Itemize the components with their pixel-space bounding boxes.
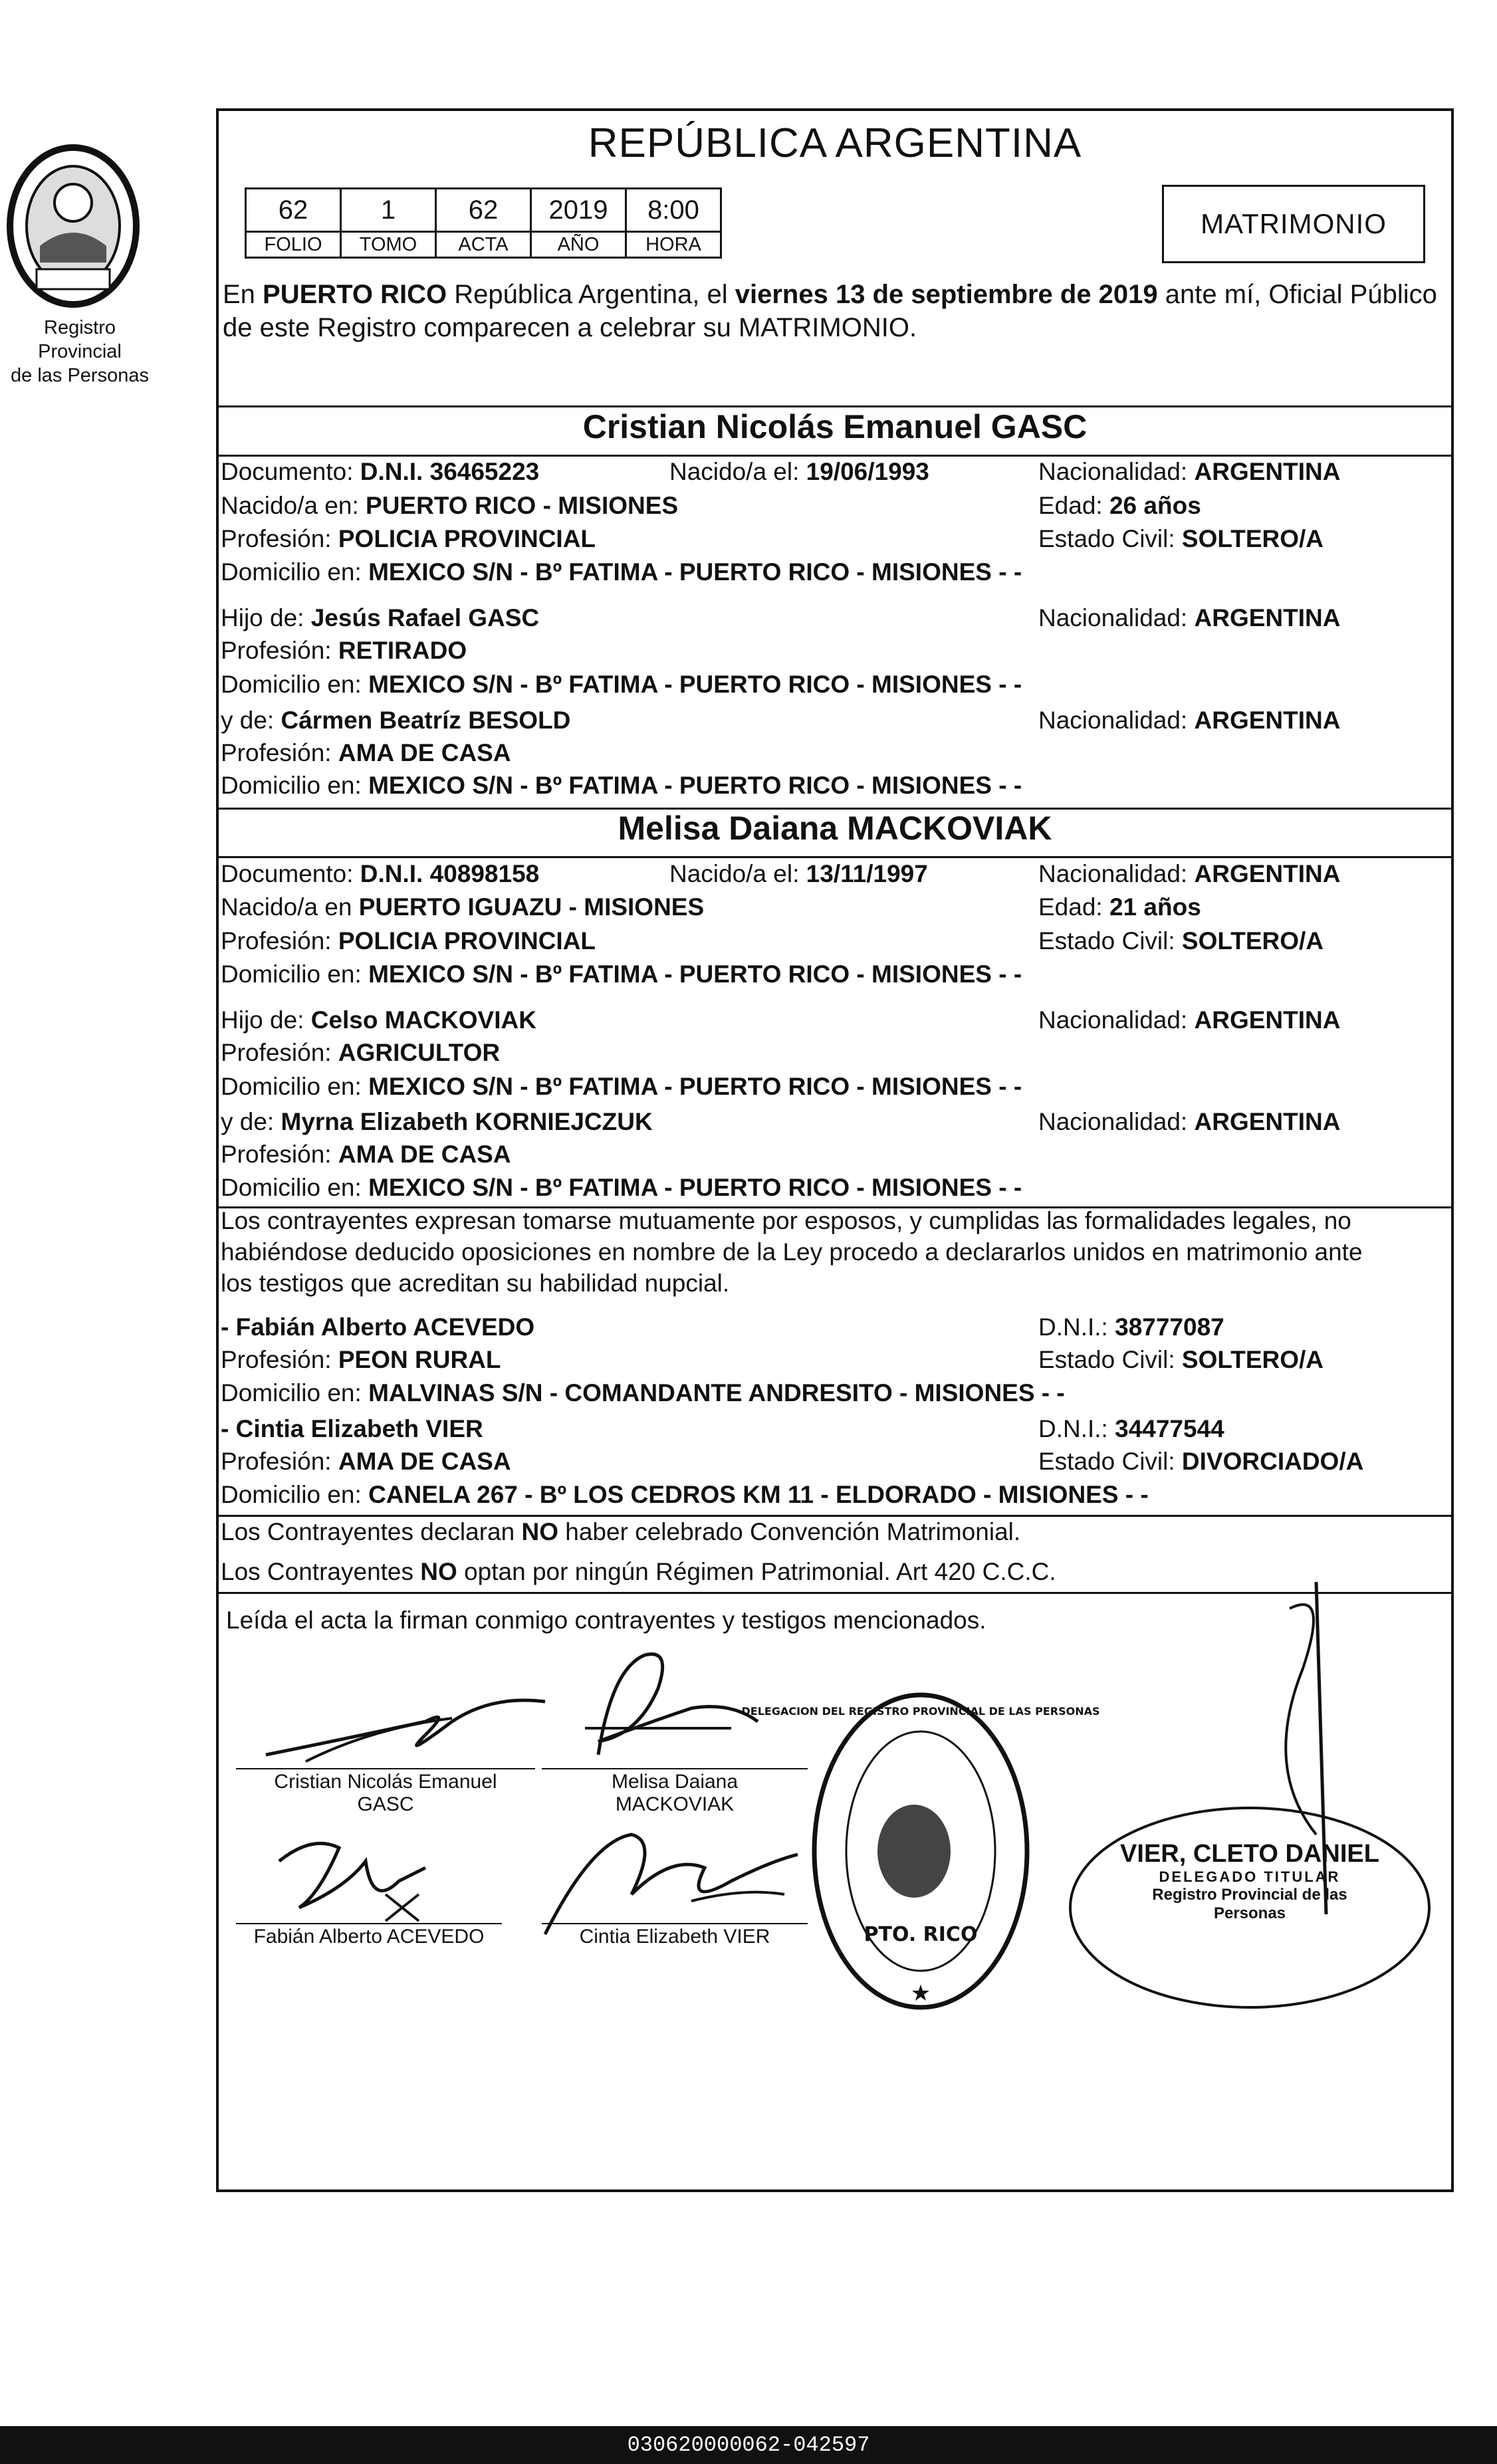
groom-father-row: Hijo de: Jesús Rafael GASC Nacionalidad: ARGENTINA — [221, 604, 1341, 631]
tomo-value: 1 — [341, 189, 436, 232]
official-stamp — [1117, 1840, 1383, 1923]
convention-row-2: Los Contrayentes NO optan por ningún Régimen Patrimonial. Art 420 C.C.C. — [221, 1558, 1056, 1585]
groom-mother-prof-row: Profesión: AMA DE CASA — [221, 739, 511, 766]
hora-value: 8:00 — [626, 189, 721, 232]
bride-birthplace-row: Nacido/a en PUERTO IGUAZU - MISIONES Edad: 21 años — [221, 893, 1201, 921]
tomo-label: TOMO — [341, 232, 436, 258]
witness1-name-row: - Fabián Alberto ACEVEDO D.N.I.: 38777087 — [221, 1313, 1224, 1341]
acta-label: ACTA — [436, 232, 531, 258]
witness1-signature-label: Fabián Alberto ACEVEDO — [253, 1926, 485, 1948]
barcode-footer: 030620000062-042597 — [0, 2426, 1497, 2464]
bride-prof-row: Profesión: POLICIA PROVINCIAL Estado Civil: SOLTERO/A — [221, 927, 1324, 954]
acta-value: 62 — [436, 189, 531, 232]
signature-line — [542, 1768, 808, 1769]
declaration-paragraph: Los contrayentes expresan tomarse mutuamente por esposos, y cumplidas las formalidades legales, no habiéndose deducido oposiciones en nombre de la Ley procedo a declararlos unidos en matrimonio ante los testigos que acreditan su habilidad nupcial. — [221, 1207, 1363, 1297]
witness2-addr-row: Domicilio en: CANELA 267 - Bº LOS CEDROS KM 11 - ELDORADO - MISIONES - - — [221, 1481, 1149, 1508]
bride-name: Melisa Daiana MACKOVIAK — [618, 810, 1052, 847]
groom-doc-row: Documento: D.N.I. 36465223 Nacido/a el: 19/06/1993 Nacionalidad: ARGENTINA — [221, 458, 1341, 485]
witness1-addr-row: Domicilio en: MALVINAS S/N - COMANDANTE ANDRESITO - MISIONES - - — [221, 1379, 1065, 1406]
signature-line — [542, 1923, 808, 1924]
page-title: REPÚBLICA ARGENTINA — [588, 120, 1082, 166]
official-office: Registro Provincial de las Personas — [1152, 1886, 1347, 1922]
bride-mother-prof-row: Profesión: AMA DE CASA — [221, 1141, 511, 1168]
groom-prof-row: Profesión: POLICIA PROVINCIAL Estado Civil: SOLTERO/A — [221, 525, 1324, 552]
logo-caption: Registro Provincial de las Personas — [11, 317, 149, 386]
groom-father-prof-row: Profesión: RETIRADO — [221, 637, 467, 664]
official-role: DELEGADO TITULAR — [1159, 1868, 1341, 1885]
witness2-signature-label: Cintia Elizabeth VIER — [579, 1926, 770, 1948]
hora-label: HORA — [626, 232, 721, 258]
groom-mother-row: y de: Cármen Beatríz BESOLD Nacionalidad: ARGENTINA — [221, 707, 1341, 734]
anio-value: 2019 — [531, 189, 626, 232]
bride-father-row: Hijo de: Celso MACKOVIAK Nacionalidad: ARGENTINA — [221, 1006, 1341, 1034]
official-name: VIER, CLETO DANIEL — [1120, 1840, 1379, 1868]
official-signature-oval — [1064, 1569, 1436, 2021]
bride-mother-addr-row: Domicilio en: MEXICO S/N - Bº FATIMA - PUERTO RICO - MISIONES - - — [221, 1174, 1022, 1201]
stamp-center-text: PTO. RICO — [864, 1923, 978, 1946]
stamp-ring-text: DELEGACION DEL REGISTRO PROVINCIAL DE LAS PERSONAS — [741, 1705, 1100, 1718]
act-type-box: MATRIMONIO — [1162, 185, 1425, 263]
registry-stamp — [741, 1688, 1100, 2014]
bride-mother-row: y de: Myrna Elizabeth KORNIEJCZUK Nacionalidad: ARGENTINA — [221, 1108, 1341, 1135]
groom-birthplace-row: Nacido/a en: PUERTO RICO - MISIONES Edad: 26 años — [221, 492, 1201, 519]
closing-text: Leída el acta la firman conmigo contrayentes y testigos mencionados. — [226, 1607, 986, 1634]
bride-signature-label: Melisa Daiana MACKOVIAK — [611, 1771, 739, 1815]
signature-line — [236, 1923, 502, 1924]
act-header-table — [245, 187, 722, 259]
bride-doc-row: Documento: D.N.I. 40898158 Nacido/a el: 13/11/1997 Nacionalidad: ARGENTINA — [221, 860, 1341, 887]
witness2-prof-row: Profesión: AMA DE CASA Estado Civil: DIVORCIADO/A — [221, 1448, 1364, 1475]
witness1-prof-row: Profesión: PEON RURAL Estado Civil: SOLTERO/A — [221, 1346, 1324, 1373]
bride-father-addr-row: Domicilio en: MEXICO S/N - Bº FATIMA - PUERTO RICO - MISIONES - - — [221, 1073, 1022, 1100]
groom-father-addr-row: Domicilio en: MEXICO S/N - Bº FATIMA - PUERTO RICO - MISIONES - - — [221, 671, 1022, 698]
intro-paragraph: En PUERTO RICO República Argentina, el viernes 13 de septiembre de 2019 ante mí, Oficial Público de este Registro comparecen a celebrar su MATRIMONIO. — [223, 280, 1437, 342]
groom-signature-label: Cristian Nicolás Emanuel GASC — [274, 1771, 497, 1815]
folio-value: 62 — [246, 189, 341, 232]
groom-addr-row: Domicilio en: MEXICO S/N - Bº FATIMA - PUERTO RICO - MISIONES - - — [221, 558, 1022, 586]
groom-signature — [253, 1682, 565, 1781]
folio-label: FOLIO — [246, 232, 341, 258]
witness2-name-row: - Cintia Elizabeth VIER D.N.I.: 34477544 — [221, 1415, 1224, 1442]
bride-father-prof-row: Profesión: AGRICULTOR — [221, 1039, 501, 1066]
star-icon: ★ — [910, 1981, 931, 2006]
convention-row-1: Los Contrayentes declaran NO haber celebrado Convención Matrimonial. — [221, 1518, 1021, 1545]
anio-label: AÑO — [531, 232, 626, 258]
groom-name: Cristian Nicolás Emanuel GASC — [582, 408, 1088, 445]
groom-mother-addr-row: Domicilio en: MEXICO S/N - Bº FATIMA - PUERTO RICO - MISIONES - - — [221, 772, 1022, 799]
bride-addr-row: Domicilio en: MEXICO S/N - Bº FATIMA - PUERTO RICO - MISIONES - - — [221, 960, 1022, 988]
witness1-signature — [253, 1821, 452, 1934]
misiones-seal-logo — [0, 140, 146, 312]
signature-line — [236, 1768, 535, 1769]
